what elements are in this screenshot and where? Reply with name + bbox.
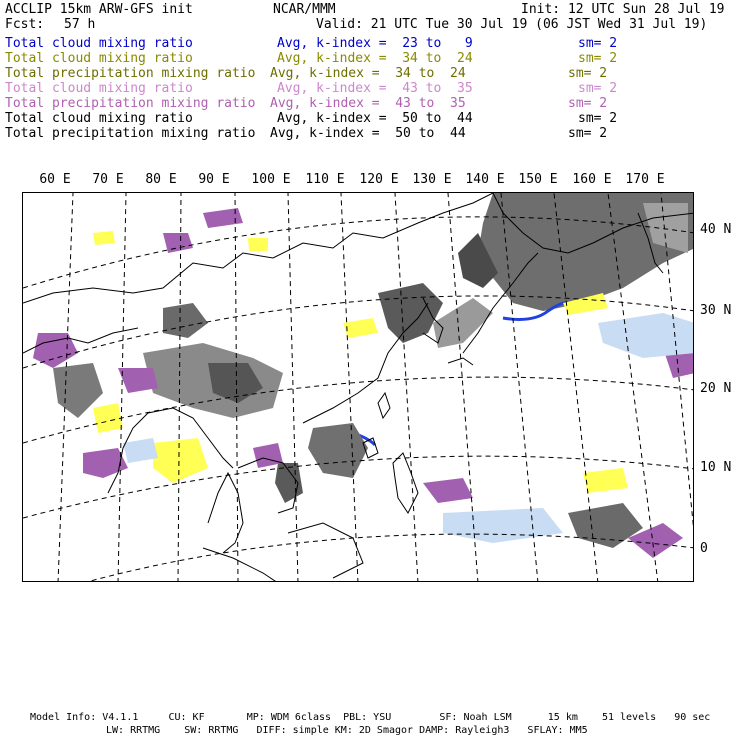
coastline xyxy=(208,473,243,553)
legend-avg: Avg, k-index = 50 to 44 xyxy=(270,126,466,141)
lon-label: 120 E xyxy=(359,172,399,187)
lon-label: 150 E xyxy=(518,172,558,187)
lon-label: 110 E xyxy=(305,172,345,187)
map-canvas xyxy=(23,193,694,582)
lon-label: 140 E xyxy=(465,172,505,187)
legend-sm: sm= 2 xyxy=(578,81,618,96)
init-time: Init: 12 UTC Sun 28 Jul 19 xyxy=(521,2,725,17)
legend-name: Total cloud mixing ratio xyxy=(5,36,193,51)
legend-name: Total cloud mixing ratio xyxy=(5,81,193,96)
yellow-patch xyxy=(343,318,378,338)
legend-name: Total precipitation mixing ratio xyxy=(5,126,256,141)
legend-name: Total precipitation mixing ratio xyxy=(5,96,256,111)
lat-label: 30 N xyxy=(700,303,732,318)
lon-label: 70 E xyxy=(92,172,124,187)
lon-label: 130 E xyxy=(412,172,452,187)
meridian xyxy=(395,193,418,582)
coastline-borneo xyxy=(288,523,363,578)
legend-avg: Avg, k-index = 43 to 35 xyxy=(277,81,473,96)
precip-patch xyxy=(423,478,473,503)
cloud-fields xyxy=(33,193,694,558)
convection-cluster xyxy=(308,423,368,478)
convection-cluster xyxy=(275,463,303,503)
fcst-label: Fcst: xyxy=(5,17,45,32)
yellow-patch xyxy=(583,468,628,493)
model-info-line1: Model Info: V4.1.1 CU: KF MP: WDM 6class PBL: YSU SF: Noah LSM 15 km 51 levels 90 sec xyxy=(30,712,711,723)
meridian xyxy=(118,193,126,582)
legend-name: Total precipitation mixing ratio xyxy=(5,66,256,81)
coastline-sumatra xyxy=(203,548,278,582)
lon-label: 170 E xyxy=(625,172,665,187)
lon-label: 100 E xyxy=(251,172,291,187)
lon-label: 60 E xyxy=(39,172,71,187)
legend-name: Total cloud mixing ratio xyxy=(5,51,193,66)
coastline-japan xyxy=(448,358,473,365)
coastline-philippines xyxy=(393,453,418,513)
legend-avg: Avg, k-index = 43 to 35 xyxy=(270,96,466,111)
valid-time: Valid: 21 UTC Tue 30 Jul 19 (06 JST Wed 31 Jul 19) xyxy=(316,17,708,32)
legend-sm: sm= 2 xyxy=(568,126,608,141)
legend-sm: sm= 2 xyxy=(568,96,608,111)
yellow-patch xyxy=(93,231,115,245)
precip-patch xyxy=(118,368,158,393)
legend-sm: sm= 2 xyxy=(578,36,618,51)
legend-avg: Avg, k-index = 23 to 9 xyxy=(277,36,473,51)
fcst-value: 57 h xyxy=(64,17,96,32)
model-info-line2: LW: RRTMG SW: RRTMG DIFF: simple KM: 2D Smagor DAMP: Rayleigh3 SFLAY: MM5 xyxy=(106,725,588,736)
yellow-patch xyxy=(248,238,268,251)
legend-avg: Avg, k-index = 34 to 24 xyxy=(270,66,466,81)
legend-avg: Avg, k-index = 50 to 44 xyxy=(277,111,473,126)
cloud-band xyxy=(378,283,443,343)
light-blue-patch xyxy=(598,313,694,358)
map-panel xyxy=(22,192,694,582)
legend-avg: Avg, k-index = 34 to 24 xyxy=(277,51,473,66)
light-blue-patch xyxy=(123,438,158,463)
lat-label: 40 N xyxy=(700,222,732,237)
legend-name: Total cloud mixing ratio xyxy=(5,111,193,126)
convection-cluster xyxy=(163,303,208,338)
yellow-patch xyxy=(93,403,123,433)
meridian xyxy=(341,193,358,582)
precip-patch xyxy=(83,448,128,478)
precip-patch xyxy=(163,233,193,253)
lon-label: 90 E xyxy=(198,172,230,187)
precip-patch xyxy=(33,333,78,368)
legend-sm: sm= 2 xyxy=(578,51,618,66)
lat-label: 10 N xyxy=(700,460,732,475)
model-title: ACCLIP 15km ARW-GFS init xyxy=(5,2,193,17)
light-blue-patch xyxy=(443,508,563,543)
coastline-taiwan xyxy=(378,393,390,418)
lat-label: 0 xyxy=(700,541,708,556)
legend-sm: sm= 2 xyxy=(578,111,618,126)
legend-sm: sm= 2 xyxy=(568,66,608,81)
lat-label: 20 N xyxy=(700,381,732,396)
lon-label: 80 E xyxy=(145,172,177,187)
meridian xyxy=(288,193,298,582)
center-label: NCAR/MMM xyxy=(273,2,336,17)
lon-label: 160 E xyxy=(572,172,612,187)
yellow-patch xyxy=(153,438,208,483)
precip-patch xyxy=(203,208,243,228)
